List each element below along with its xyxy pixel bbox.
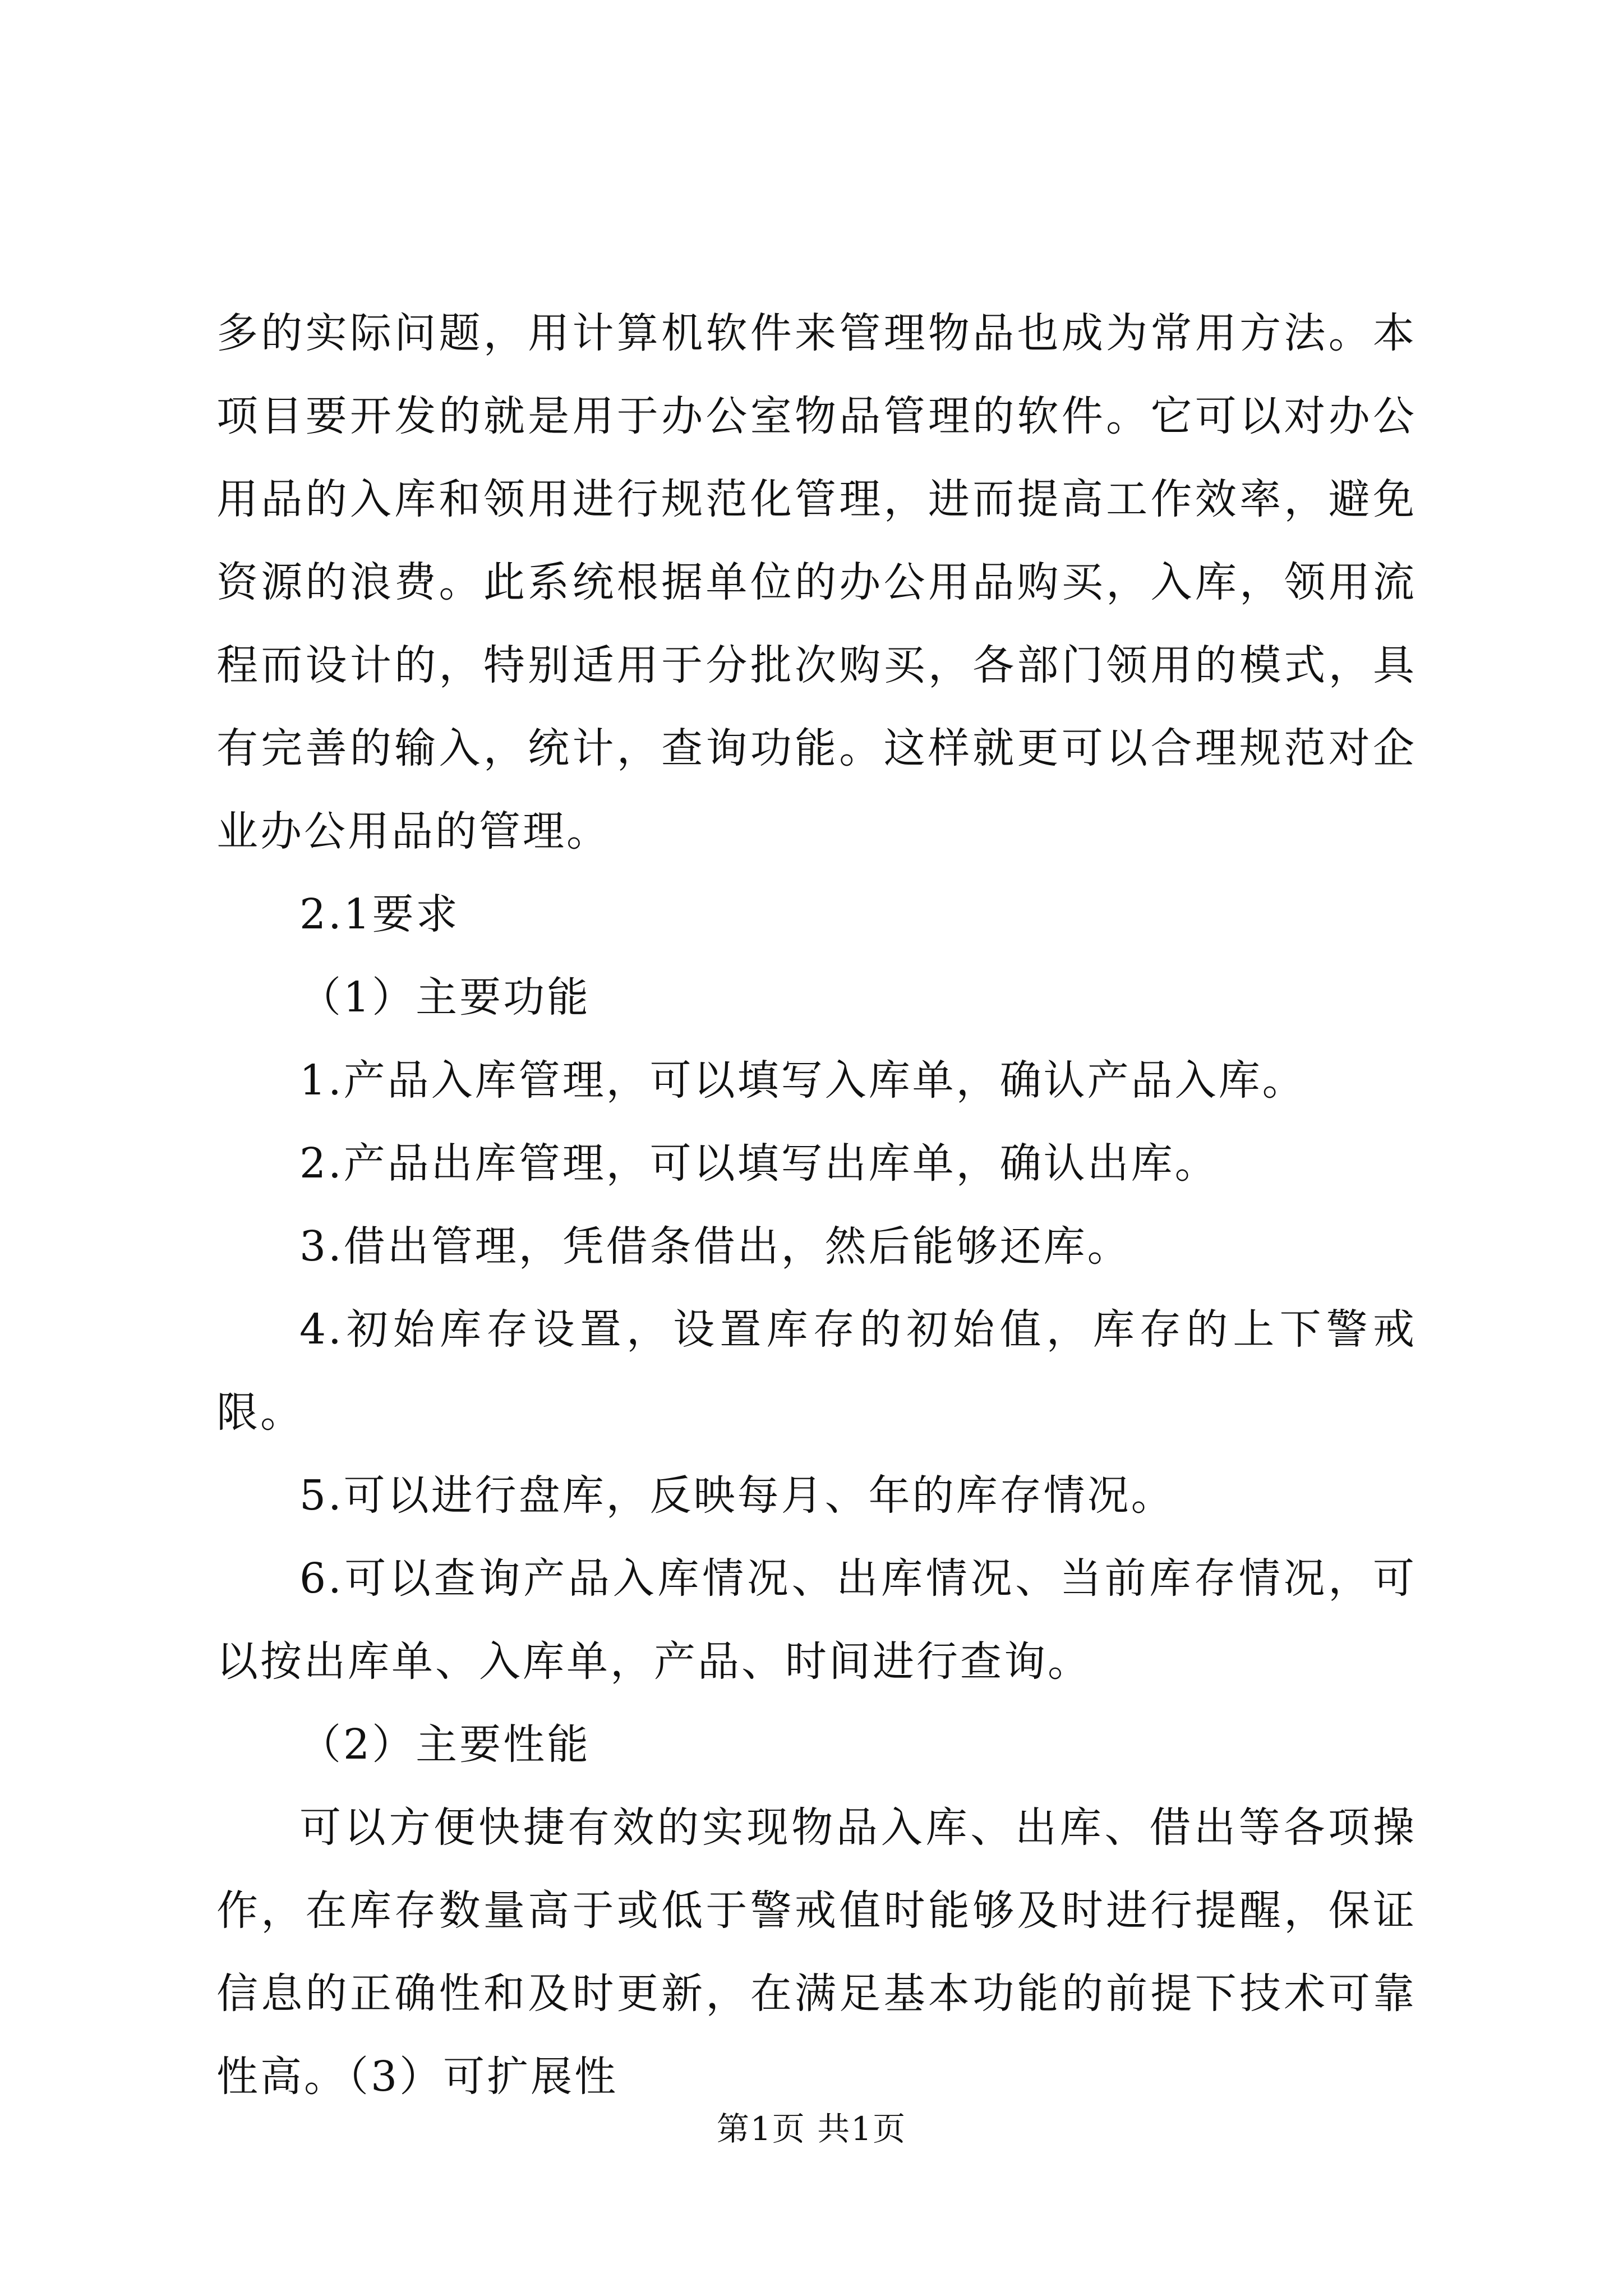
paragraph-performance: 可以方便快捷有效的实现物品入库、出库、借出等各项操作，在库存数量高于或低于警戒值时能够及时进行提醒，保证信息的正确性和及时更新，在满足基本功能的前提下技术可靠性高。（3）可扩展性 bbox=[216, 1803, 1417, 2101]
section-heading-requirements: 2.1要求 bbox=[299, 890, 460, 938]
document-body bbox=[216, 292, 1417, 2118]
subheading-main-functions: （1）主要功能 bbox=[299, 973, 591, 1022]
list-item-function-4: 4.初始库存设置，设置库存的初始值，库存的上下警戒限。 bbox=[216, 1305, 1417, 1437]
paragraph-intro: 多的实际问题，用计算机软件来管理物品也成为常用方法。本项目要开发的就是用于办公室物品管理的软件。它可以对办公用品的入库和领用进行规范化管理，进而提高工作效率，避免资源的浪费。此系统根据单位的办公用品购买，入库，领用流程而设计的，特别适用于分批次购买，各部门领用的模式，具有完善的输入，统计，查询功能。这样就更可以合理规范对企业办公用品的管理。 bbox=[216, 309, 1417, 855]
subheading-main-performance: （2）主要性能 bbox=[299, 1720, 591, 1769]
page-footer: 第1页 共1页 bbox=[716, 2110, 907, 2148]
list-item-function-1: 1.产品入库管理，可以填写入库单，确认产品入库。 bbox=[299, 1056, 1306, 1105]
list-item-function-2: 2.产品出库管理，可以填写出库单，确认出库。 bbox=[299, 1139, 1219, 1188]
list-item-function-3: 3.借出管理，凭借条借出，然后能够还库。 bbox=[299, 1222, 1131, 1271]
list-item-function-6: 6.可以查询产品入库情况、出库情况、当前库存情况，可以按出库单、入库单，产品、时间进行查询。 bbox=[216, 1554, 1417, 1686]
list-item-function-5: 5.可以进行盘库，反映每月、年的库存情况。 bbox=[299, 1471, 1175, 1520]
